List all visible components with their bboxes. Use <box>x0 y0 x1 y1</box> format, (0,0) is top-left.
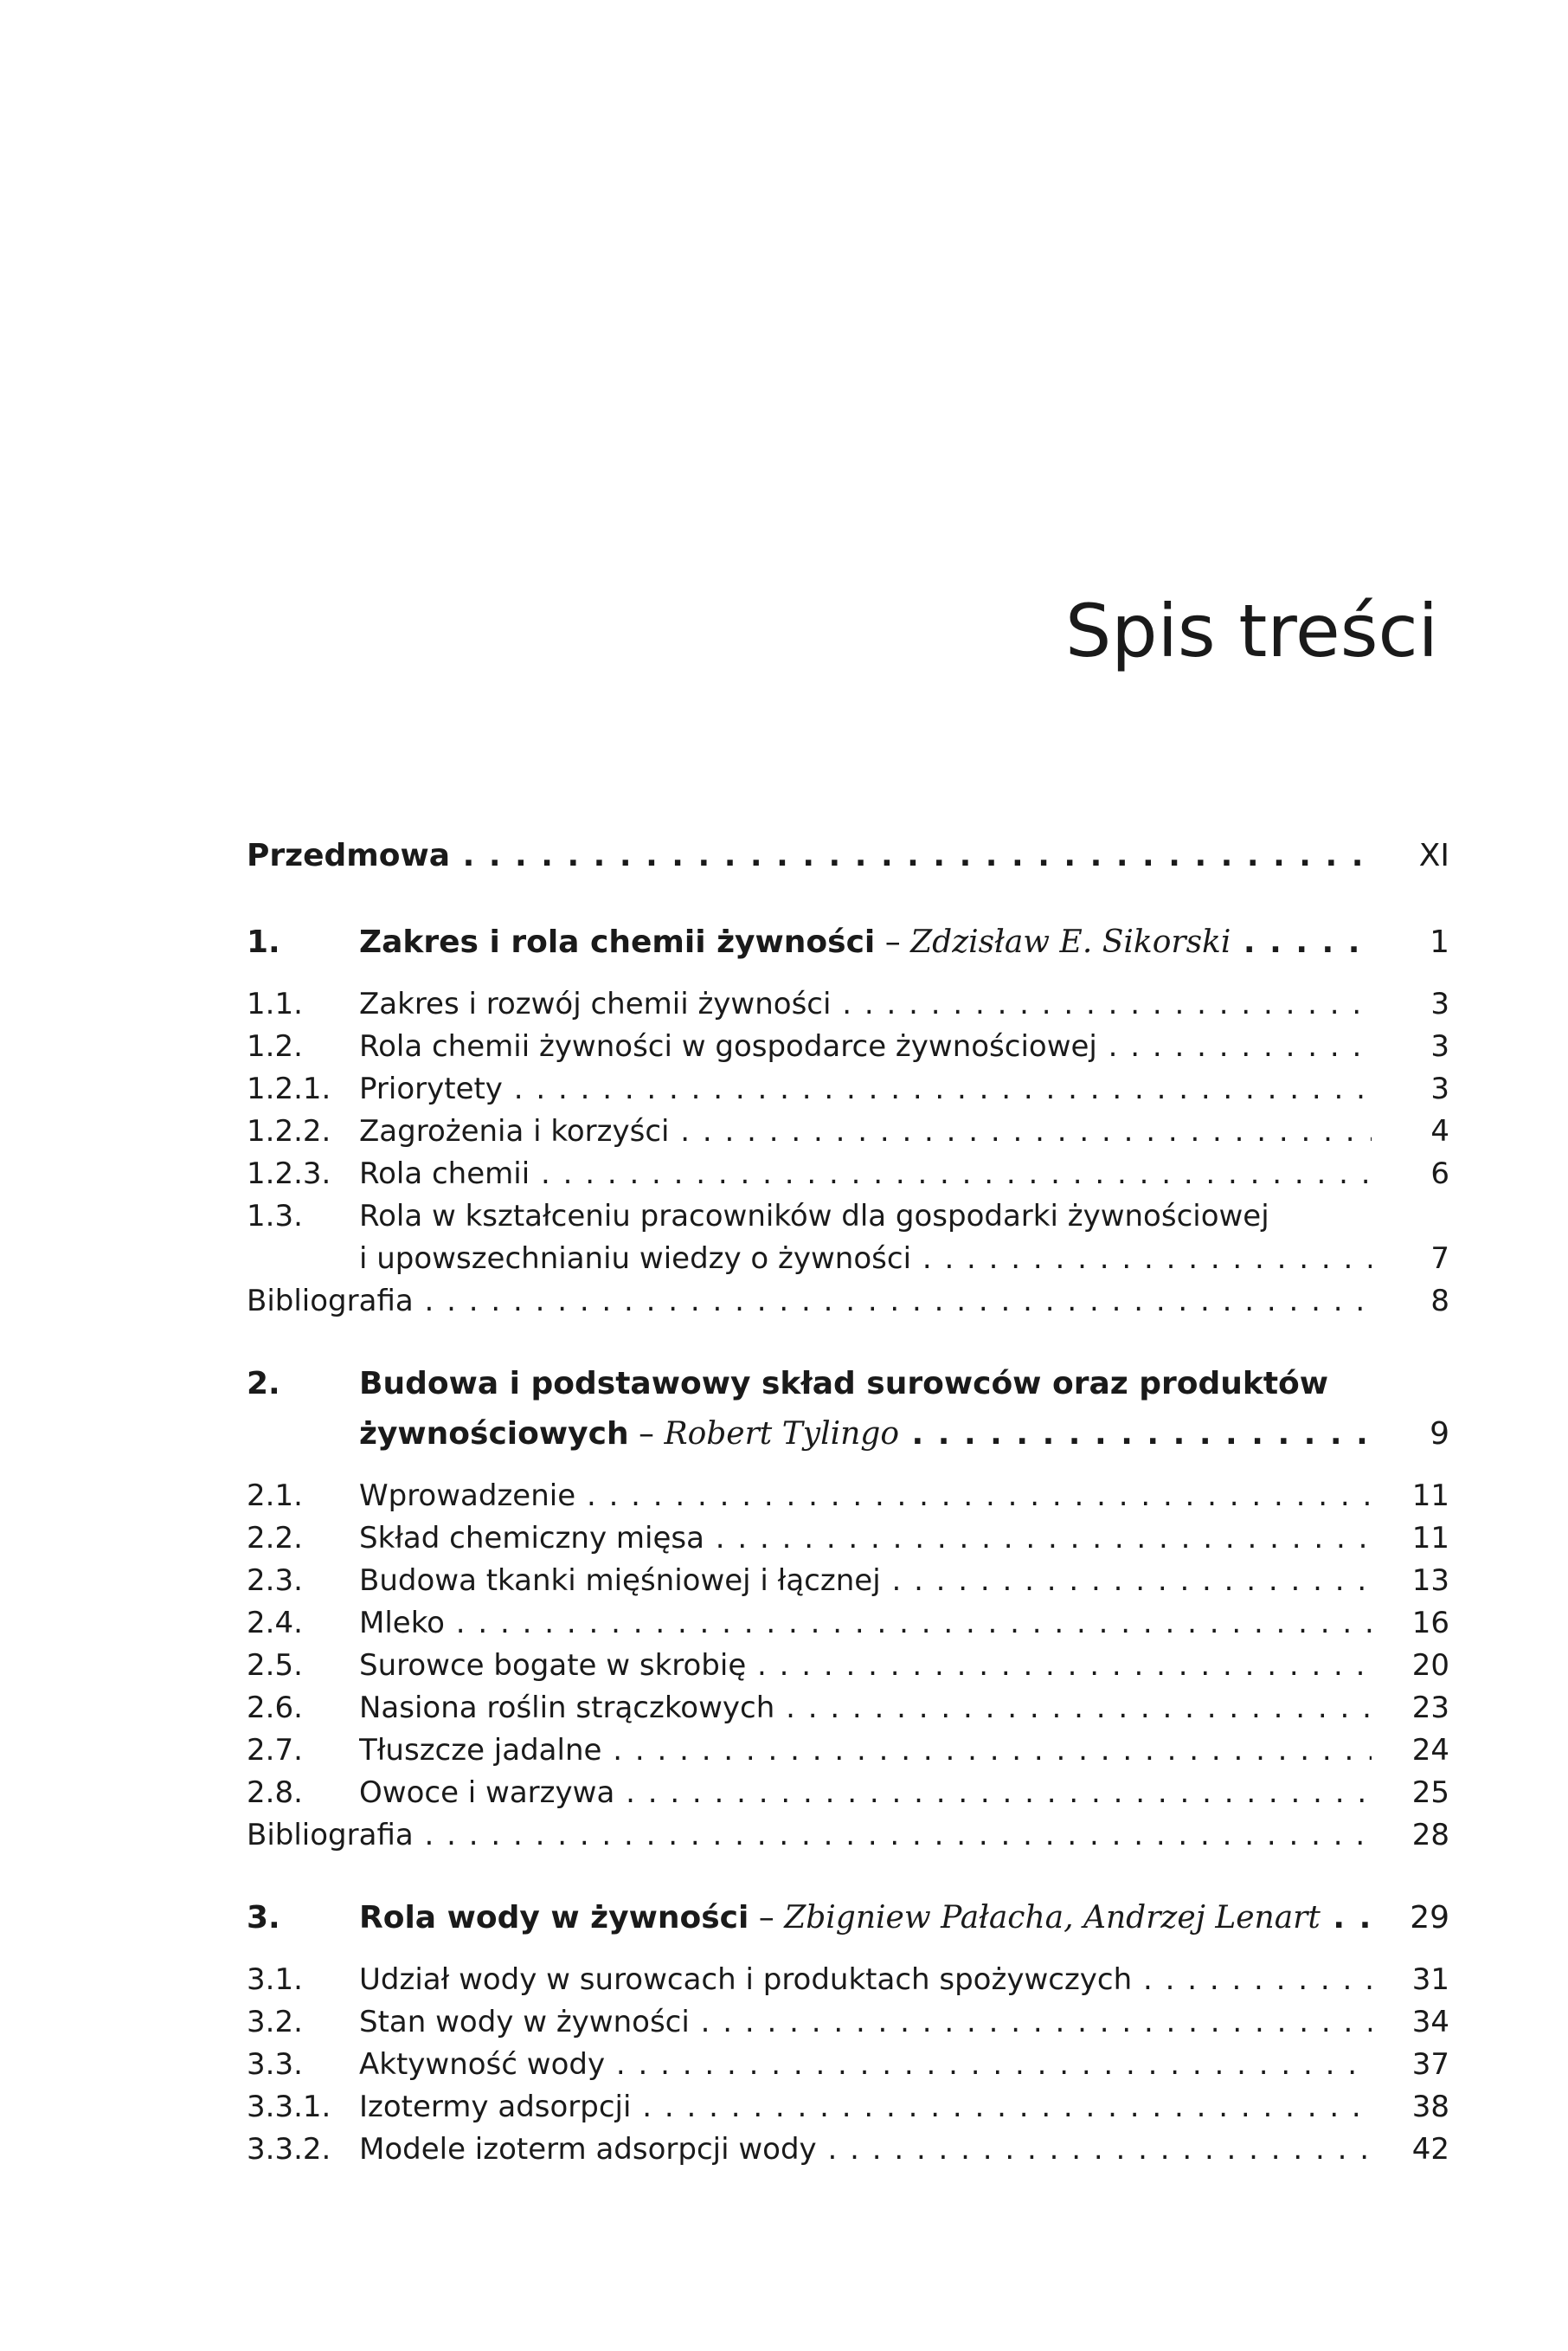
toc-entry-bibliography[interactable] <box>247 1814 1449 1857</box>
toc-entry-number: 2.2. <box>247 1521 303 1556</box>
toc-page-number: 37 <box>1411 2047 1449 2082</box>
toc-entry-number: 1.2. <box>247 1029 303 1064</box>
toc-chapter-number: 2. <box>247 1366 280 1401</box>
toc-chapter-author: Zdzisław E. Sikorski <box>910 924 1231 960</box>
toc-label: Przedmowa . . . <box>247 831 1372 881</box>
toc-page-number: 4 <box>1430 1114 1449 1149</box>
toc-page-number: 28 <box>1411 1818 1449 1852</box>
toc-entry[interactable] <box>247 1729 1449 1772</box>
toc-entry-label: Bibliografia . . . <box>247 1280 1372 1323</box>
toc-page-number: 20 <box>1411 1648 1449 1683</box>
toc-page-number: 3 <box>1430 987 1449 1021</box>
toc-entry-label: Nasiona roślin strączkowych . . . <box>359 1687 1372 1729</box>
toc-page-number: 6 <box>1430 1156 1449 1191</box>
toc-entry[interactable] <box>247 1602 1449 1645</box>
toc-page-number: 25 <box>1411 1775 1449 1810</box>
toc-entry-number: 1.1. <box>247 987 303 1021</box>
toc-page-number: 34 <box>1411 2005 1449 2039</box>
toc-entry-label: Tłuszcze jadalne . . . <box>359 1729 1372 1772</box>
toc-entry[interactable] <box>247 1195 1449 1238</box>
toc-chapter-2-continuation[interactable] <box>247 1409 1449 1459</box>
toc-page-number: 7 <box>1430 1241 1449 1276</box>
toc-entry-label: Zakres i rozwój chemii żywności . . . <box>359 983 1372 1026</box>
toc-entry-label: Aktywność wody . . . <box>359 2044 1372 2086</box>
toc-page-number: 38 <box>1411 2090 1449 2124</box>
toc-entry-continuation[interactable] <box>247 1238 1449 1280</box>
toc-entry-number: 3.3.2. <box>247 2132 331 2167</box>
toc-entry-label: Owoce i warzywa . . . <box>359 1772 1372 1814</box>
toc-entry[interactable] <box>247 2086 1449 2129</box>
toc-entry[interactable] <box>247 1153 1449 1195</box>
toc-entry[interactable] <box>247 1475 1449 1517</box>
toc-entry-number: 2.1. <box>247 1478 303 1513</box>
toc-entry-number: 2.3. <box>247 1563 303 1598</box>
toc-entry-bibliography[interactable] <box>247 1280 1449 1323</box>
toc-page-number: 24 <box>1411 1733 1449 1768</box>
page-title: Spis treści <box>1064 589 1438 673</box>
toc-page-number: 3 <box>1430 1072 1449 1106</box>
toc-entry[interactable] <box>247 983 1449 1026</box>
toc-entry-label: Wprowadzenie . . . <box>359 1475 1372 1517</box>
toc-entry[interactable] <box>247 1068 1449 1111</box>
toc-entry-label: Bibliografia . . . <box>247 1814 1372 1857</box>
toc-entry-number: 2.8. <box>247 1775 303 1810</box>
table-of-contents <box>247 831 1449 2171</box>
toc-page-number: 8 <box>1430 1284 1449 1318</box>
toc-chapter-3[interactable] <box>247 1893 1449 1943</box>
toc-entry[interactable] <box>247 1111 1449 1153</box>
toc-chapter-number: 1. <box>247 924 280 960</box>
toc-entry-number: 3.1. <box>247 1962 303 1997</box>
toc-page-number: 11 <box>1411 1521 1449 1556</box>
toc-entry-number: 3.3.1. <box>247 2090 331 2124</box>
toc-page-number: 9 <box>1430 1416 1449 1452</box>
toc-chapter-author: Zbigniew Pałacha, Andrzej Lenart <box>784 1900 1321 1936</box>
toc-entry-number: 3.3. <box>247 2047 303 2082</box>
toc-chapter-number: 3. <box>247 1900 280 1936</box>
toc-entry[interactable] <box>247 1959 1449 2001</box>
toc-entry[interactable] <box>247 1560 1449 1602</box>
toc-entry-label: Rola w kształceniu pracowników dla gospodarki żywnościowej <box>359 1199 1269 1233</box>
toc-entry-label: Modele izoterm adsorpcji wody . . . <box>359 2129 1372 2171</box>
toc-page-number: 23 <box>1411 1691 1449 1725</box>
toc-page-number: 11 <box>1411 1478 1449 1513</box>
toc-entry-number: 2.7. <box>247 1733 303 1768</box>
toc-page-number: 29 <box>1410 1900 1449 1936</box>
toc-page-number: 16 <box>1411 1606 1449 1640</box>
toc-chapter-1[interactable] <box>247 918 1449 968</box>
toc-entry-label: Priorytety . . . <box>359 1068 1372 1111</box>
toc-entry[interactable] <box>247 1772 1449 1814</box>
toc-entry[interactable] <box>247 2001 1449 2044</box>
toc-entry-label: Zagrożenia i korzyści . . . <box>359 1111 1372 1153</box>
toc-entry-label: i upowszechnianiu wiedzy o żywności . . . <box>359 1238 1372 1280</box>
toc-entry-label: Budowa tkanki mięśniowej i łącznej . . . <box>359 1560 1372 1602</box>
toc-entry-label: Izotermy adsorpcji . . . <box>359 2086 1372 2129</box>
toc-entry-number: 3.2. <box>247 2005 303 2039</box>
toc-chapter-title: żywnościowych – Robert Tylingo . . . <box>359 1409 1372 1459</box>
toc-chapter-title: Rola wody w żywności – Zbigniew Pałacha, Andrzej Lenart . . . <box>359 1893 1372 1943</box>
toc-entry-label: Surowce bogate w skrobię . . . <box>359 1645 1372 1687</box>
toc-entry-label: Udział wody w surowcach i produktach spożywczych . . . <box>359 1959 1372 2001</box>
toc-entry-number: 1.3. <box>247 1199 303 1233</box>
toc-entry-label: Skład chemiczny mięsa . . . <box>359 1517 1372 1560</box>
toc-chapter-title: Budowa i podstawowy skład surowców oraz produktów <box>359 1366 1329 1401</box>
toc-chapter-2[interactable] <box>247 1359 1449 1409</box>
toc-entry-label: Stan wody w żywności . . . <box>359 2001 1372 2044</box>
toc-entry-label: Mleko . . . <box>359 1602 1372 1645</box>
toc-entry[interactable] <box>247 1687 1449 1729</box>
toc-page-number: 3 <box>1430 1029 1449 1064</box>
toc-entry-number: 2.6. <box>247 1691 303 1725</box>
toc-chapter-title: Zakres i rola chemii żywności – Zdzisław E. Sikorski . . . <box>359 918 1372 968</box>
toc-entry[interactable] <box>247 1517 1449 1560</box>
toc-entry-label: Rola chemii żywności w gospodarce żywnościowej . . . <box>359 1026 1372 1068</box>
toc-entry-number: 2.5. <box>247 1648 303 1683</box>
toc-entry[interactable] <box>247 2044 1449 2086</box>
toc-entry[interactable] <box>247 2129 1449 2171</box>
toc-entry-number: 1.2.2. <box>247 1114 331 1149</box>
toc-chapter-author: Robert Tylingo <box>664 1416 899 1452</box>
toc-page-number: 1 <box>1430 924 1449 960</box>
toc-page-number: 31 <box>1411 1962 1449 1997</box>
toc-entry-preface[interactable] <box>247 831 1449 881</box>
toc-entry[interactable] <box>247 1645 1449 1687</box>
toc-page-number: XI <box>1418 838 1449 873</box>
toc-entry-number: 1.2.3. <box>247 1156 331 1191</box>
toc-entry[interactable] <box>247 1026 1449 1068</box>
toc-entry-label: Rola chemii . . . <box>359 1153 1372 1195</box>
toc-entry-number: 2.4. <box>247 1606 303 1640</box>
toc-page-number: 13 <box>1411 1563 1449 1598</box>
toc-entry-number: 1.2.1. <box>247 1072 331 1106</box>
toc-page-number: 42 <box>1411 2132 1449 2167</box>
